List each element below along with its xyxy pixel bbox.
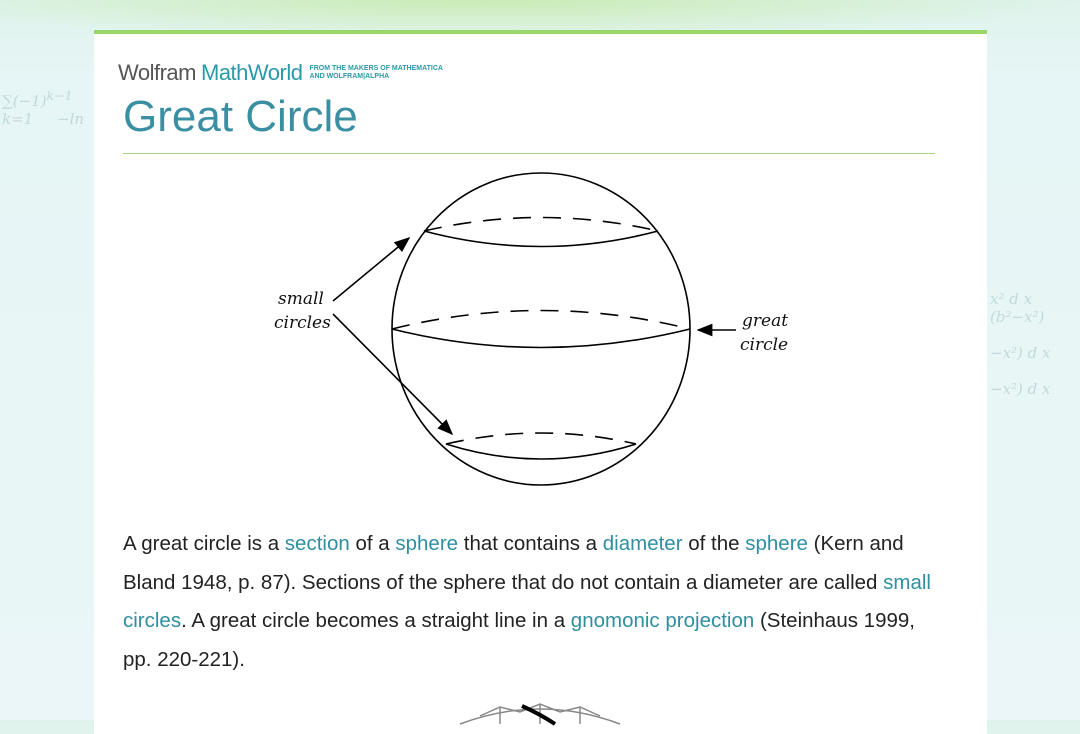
small-circle-top-back — [424, 218, 658, 232]
page-title: Great Circle — [123, 92, 358, 141]
link-small-circles[interactable]: small circles — [123, 570, 931, 633]
label-circles: circles — [274, 313, 331, 333]
sphere-outline — [392, 173, 690, 485]
link-sphere-2[interactable]: sphere — [745, 532, 808, 555]
great-circle-back — [392, 311, 690, 330]
label-small: small — [278, 289, 324, 309]
link-section[interactable]: section — [284, 532, 350, 555]
background-formula: x² d x (b²−x²) −x²) d x −x²) d x — [990, 290, 1051, 398]
link-diameter[interactable]: diameter — [602, 532, 683, 555]
label-great: great — [742, 311, 789, 331]
small-circle-top-front — [424, 231, 658, 247]
background-formula: $\sum(-1)^{k-1}$ k=1 −ln — [2, 88, 85, 128]
link-sphere[interactable]: sphere — [395, 532, 459, 555]
logo-tagline: FROM THE MAKERS OF MATHEMATICA AND WOLFRAM|ALPHA — [309, 65, 443, 80]
link-gnomonic-projection[interactable]: gnomonic projection — [570, 609, 755, 633]
label-circle: circle — [740, 335, 789, 355]
logo-product: MathWorld — [201, 60, 303, 85]
logo-brand: Wolfram — [118, 60, 196, 85]
small-circle-bottom-back — [446, 433, 636, 444]
definition-paragraph: A great circle is a section of a sphere that contains a diameter of the sphere (Kern and Bland 1948, p. 87). Sections of the sphere that do not contain a diameter are called small circles. A great circle becomes a straight line in a gnomonic projection (Steinhaus 1999, pp. 220-221). — [123, 532, 931, 672]
small-circle-bottom-front — [446, 444, 636, 459]
arrow-small-top — [333, 238, 409, 301]
content-card — [94, 30, 987, 734]
wireframe-sphere-figure — [460, 704, 620, 724]
great-circle-front — [392, 329, 690, 348]
